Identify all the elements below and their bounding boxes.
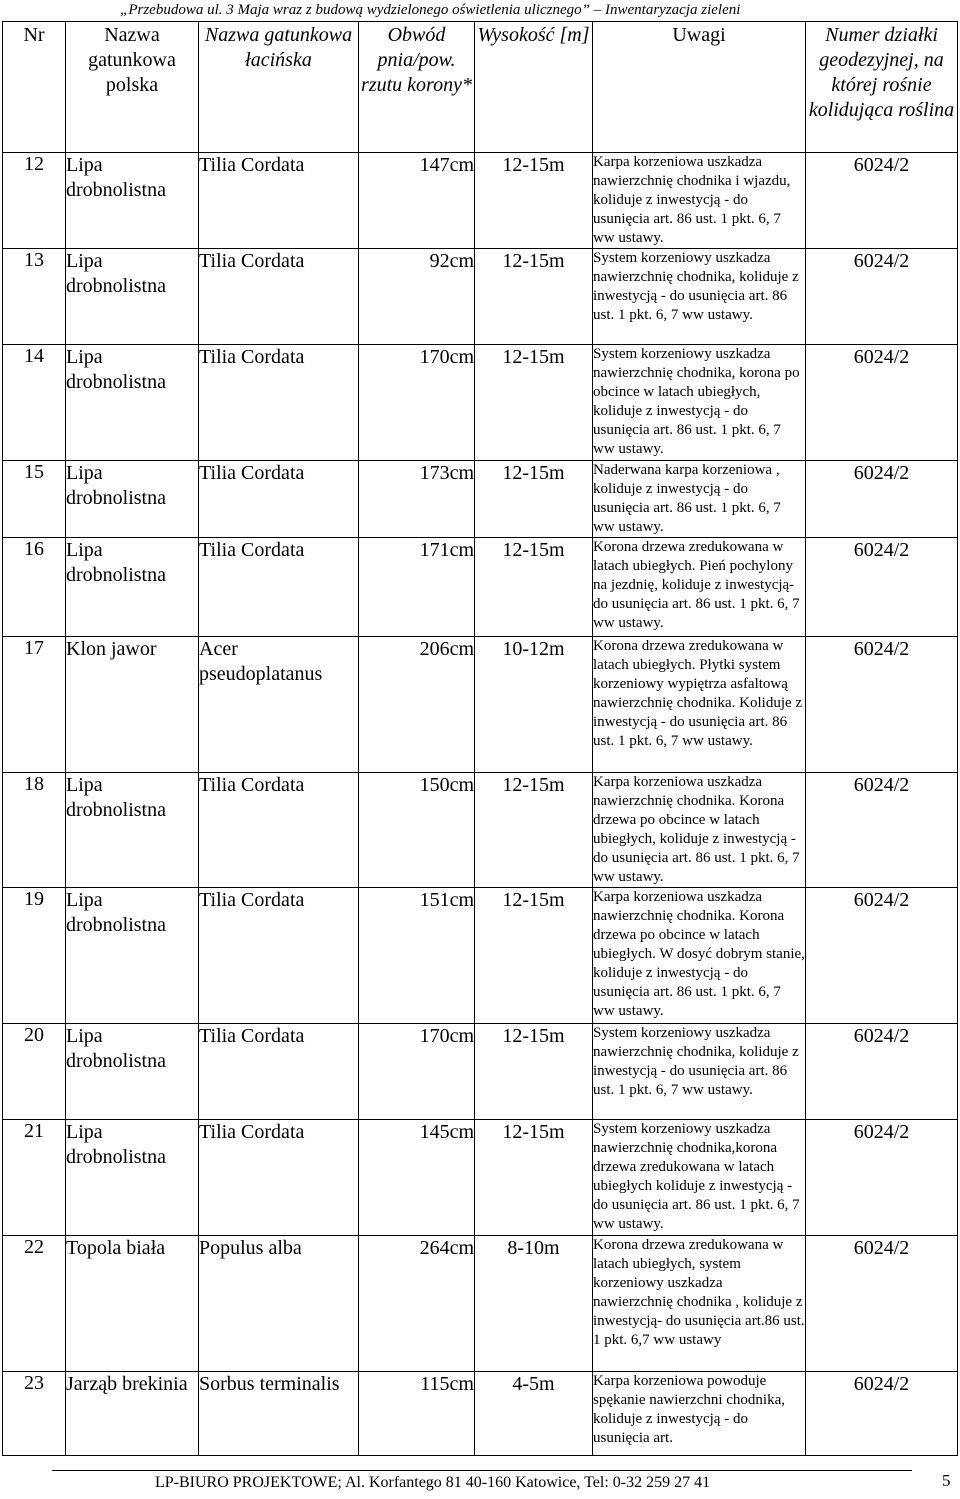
remarks-cell: Karpa korzeniowa uszkadza nawierzchnię chodnika. Korona drzewa po obcince w latach ubiegłych. W dosyć dobrym stanie, koliduje z inwestycją - do usunięcia art. 86 ust. 1 pkt. 6, 7 ww ustawy. [593, 888, 806, 1024]
plot-number-cell: 6024/2 [806, 773, 958, 888]
latin-name-cell: Tilia Cordata [199, 1120, 359, 1236]
latin-name-cell: Tilia Cordata [199, 345, 359, 461]
table-row [3, 773, 958, 888]
polish-name-cell: Lipa drobnolistna [66, 1024, 199, 1120]
height-cell: 12-15m [475, 888, 593, 1024]
height-cell: 12-15m [475, 1024, 593, 1120]
circumference-cell: 264cm [359, 1236, 475, 1372]
table-row [3, 637, 958, 773]
polish-name-cell: Klon jawor [66, 637, 199, 773]
tree-number-cell: 17 [3, 637, 66, 773]
col-header-lacinska: Nazwa gatunkowa łacińska [199, 22, 359, 153]
plot-number-cell: 6024/2 [806, 637, 958, 773]
table-row [3, 888, 958, 1024]
col-header-wysokosc: Wysokość [m] [475, 22, 593, 153]
circumference-cell: 115cm [359, 1372, 475, 1456]
polish-name-cell: Jarząb brekinia [66, 1372, 199, 1456]
tree-number-cell: 15 [3, 461, 66, 538]
tree-number-cell: 19 [3, 888, 66, 1024]
table-row [3, 461, 958, 538]
polish-name-cell: Lipa drobnolistna [66, 461, 199, 538]
height-cell: 12-15m [475, 773, 593, 888]
latin-name-cell: Tilia Cordata [199, 153, 359, 249]
remarks-cell: Naderwana karpa korzeniowa , koliduje z inwestycją - do usunięcia art. 86 ust. 1 pkt. 6, 7 ww ustawy. [593, 461, 806, 538]
latin-name-cell: Sorbus terminalis [199, 1372, 359, 1456]
tree-number-cell: 14 [3, 345, 66, 461]
circumference-cell: 92cm [359, 249, 475, 345]
table-row [3, 1120, 958, 1236]
remarks-cell: Karpa korzeniowa uszkadza nawierzchnię chodnika. Korona drzewa po obcince w latach ubiegłych, koliduje z inwestycją - do usunięcia art. 86 ust. 1 pkt. 6, 7 ww ustawy. [593, 773, 806, 888]
table-row [3, 249, 958, 345]
latin-name-cell: Tilia Cordata [199, 888, 359, 1024]
height-cell: 12-15m [475, 1120, 593, 1236]
latin-name-cell: Tilia Cordata [199, 461, 359, 538]
plot-number-cell: 6024/2 [806, 1372, 958, 1456]
plot-number-cell: 6024/2 [806, 249, 958, 345]
table-row [3, 1372, 958, 1456]
table-row [3, 345, 958, 461]
circumference-cell: 147cm [359, 153, 475, 249]
polish-name-cell: Lipa drobnolistna [66, 773, 199, 888]
plot-number-cell: 6024/2 [806, 1024, 958, 1120]
plot-number-cell: 6024/2 [806, 538, 958, 637]
circumference-cell: 170cm [359, 345, 475, 461]
table-row [3, 1024, 958, 1120]
remarks-cell: Karpa korzeniowa powoduje spękanie nawierzchni chodnika, koliduje z inwestycją - do usunięcia art. [593, 1372, 806, 1456]
table-header-row [3, 22, 958, 153]
plot-number-cell: 6024/2 [806, 461, 958, 538]
document-header: „Przebudowa ul. 3 Maja wraz z budową wydzielonego oświetlenia ulicznego” – Inwentaryzacja zieleni [120, 2, 741, 18]
plot-number-cell: 6024/2 [806, 888, 958, 1024]
plot-number-cell: 6024/2 [806, 1120, 958, 1236]
circumference-cell: 206cm [359, 637, 475, 773]
height-cell: 12-15m [475, 538, 593, 637]
polish-name-cell: Topola biała [66, 1236, 199, 1372]
tree-number-cell: 22 [3, 1236, 66, 1372]
footer-text: LP-BIURO PROJEKTOWE; Al. Korfantego 81 40-160 Katowice, Tel: 0-32 259 27 41 [155, 1474, 711, 1491]
height-cell: 4-5m [475, 1372, 593, 1456]
col-header-obwod: Obwód pnia/pow. rzutu korony* [359, 22, 475, 153]
circumference-cell: 170cm [359, 1024, 475, 1120]
tree-number-cell: 12 [3, 153, 66, 249]
circumference-cell: 145cm [359, 1120, 475, 1236]
plot-number-cell: 6024/2 [806, 345, 958, 461]
height-cell: 10-12m [475, 637, 593, 773]
remarks-cell: System korzeniowy uszkadza nawierzchnię chodnika,korona drzewa zredukowana w latach ubiegłych koliduje z inwestycją - do usunięcia art. 86 ust. 1 pkt. 6, 7 ww ustawy. [593, 1120, 806, 1236]
page-number: 5 [942, 1471, 951, 1490]
remarks-cell: System korzeniowy uszkadza nawierzchnię chodnika, korona po obcince w latach ubiegłych, koliduje z inwestycją - do usunięcia art. 86 ust. 1 pkt. 6, 7 ww ustawy. [593, 345, 806, 461]
height-cell: 12-15m [475, 153, 593, 249]
polish-name-cell: Lipa drobnolistna [66, 1120, 199, 1236]
polish-name-cell: Lipa drobnolistna [66, 153, 199, 249]
polish-name-cell: Lipa drobnolistna [66, 249, 199, 345]
polish-name-cell: Lipa drobnolistna [66, 345, 199, 461]
tree-number-cell: 20 [3, 1024, 66, 1120]
remarks-cell: System korzeniowy uszkadza nawierzchnię chodnika, koliduje z inwestycją - do usunięcia art. 86 ust. 1 pkt. 6, 7 ww ustawy. [593, 249, 806, 345]
latin-name-cell: Tilia Cordata [199, 538, 359, 637]
table-row [3, 1236, 958, 1372]
circumference-cell: 171cm [359, 538, 475, 637]
latin-name-cell: Tilia Cordata [199, 249, 359, 345]
tree-number-cell: 16 [3, 538, 66, 637]
inventory-table [2, 21, 958, 1456]
height-cell: 12-15m [475, 461, 593, 538]
circumference-cell: 150cm [359, 773, 475, 888]
height-cell: 12-15m [475, 249, 593, 345]
remarks-cell: Korona drzewa zredukowana w latach ubiegłych. Płytki system korzeniowy wypiętrza asfaltową nawierzchnię chodnika. Koliduje z inwestycją - do usunięcia art. 86 ust. 1 pkt. 6, 7 ww ustawy. [593, 637, 806, 773]
circumference-cell: 151cm [359, 888, 475, 1024]
col-header-nr: Nr [3, 22, 66, 153]
tree-number-cell: 13 [3, 249, 66, 345]
col-header-dzialka: Numer działki geodezyjnej, na której rośnie kolidująca roślina [806, 22, 958, 153]
remarks-cell: Korona drzewa zredukowana w latach ubiegłych, system korzeniowy uszkadza nawierzchnię chodnika , koliduje z inwestycją- do usunięcia art.86 ust. 1 pkt. 6,7 ww ustawy [593, 1236, 806, 1372]
footer-rule [52, 1470, 912, 1471]
polish-name-cell: Lipa drobnolistna [66, 888, 199, 1024]
col-header-polska: Nazwa gatunkowa polska [66, 22, 199, 153]
latin-name-cell: Populus alba [199, 1236, 359, 1372]
latin-name-cell: Tilia Cordata [199, 1024, 359, 1120]
tree-number-cell: 18 [3, 773, 66, 888]
remarks-cell: System korzeniowy uszkadza nawierzchnię chodnika, koliduje z inwestycją - do usunięcia art. 86 ust. 1 pkt. 6, 7 ww ustawy. [593, 1024, 806, 1120]
polish-name-cell: Lipa drobnolistna [66, 538, 199, 637]
latin-name-cell: Tilia Cordata [199, 773, 359, 888]
tree-number-cell: 23 [3, 1372, 66, 1456]
plot-number-cell: 6024/2 [806, 153, 958, 249]
plot-number-cell: 6024/2 [806, 1236, 958, 1372]
table-row [3, 538, 958, 637]
remarks-cell: Karpa korzeniowa uszkadza nawierzchnię chodnika i wjazdu, koliduje z inwestycją - do usunięcia art. 86 ust. 1 pkt. 6, 7 ww ustawy. [593, 153, 806, 249]
tree-number-cell: 21 [3, 1120, 66, 1236]
latin-name-cell: Acer pseudoplatanus [199, 637, 359, 773]
table-row [3, 153, 958, 249]
col-header-uwagi: Uwagi [593, 22, 806, 153]
circumference-cell: 173cm [359, 461, 475, 538]
remarks-cell: Korona drzewa zredukowana w latach ubiegłych. Pień pochylony na jezdnię, koliduje z inwestycją-do usunięcia art. 86 ust. 1 pkt. 6, 7 ww ustawy. [593, 538, 806, 637]
height-cell: 12-15m [475, 345, 593, 461]
height-cell: 8-10m [475, 1236, 593, 1372]
